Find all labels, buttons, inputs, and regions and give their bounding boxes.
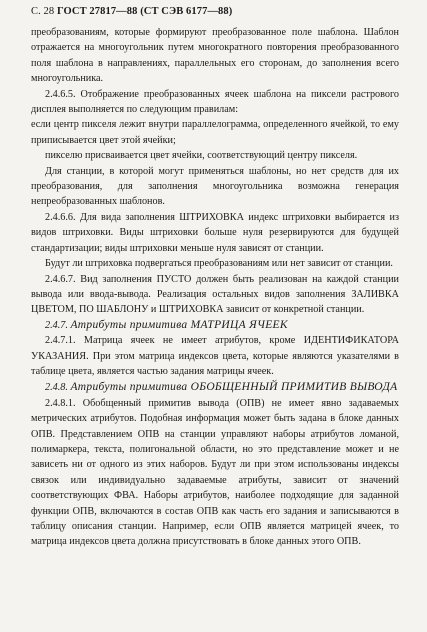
paragraph: преобразованиям, которые формируют преобразованное поле шаблона. Шаблон отражается на многоугольник путем многократного повторения преобразованного поля шаблона в направлениях, параллельных его сторонам, до заполнения всего многоугольника. [31, 27, 399, 85]
section-number: 2.4.8. [45, 382, 68, 394]
paragraph: Будут ли штриховка подвергаться преобразованиям или нет зависит от станции. [45, 258, 393, 270]
section-title: Атрибуты примитива МАТРИЦА ЯЧЕЕК [70, 318, 288, 331]
paragraph-2-4-7-1: 2.4.7.1. Матрица ячеек не имеет атрибутов, кроме ИДЕНТИФИКАТОРА УКАЗАНИЯ. При этом матрица индексов цвета, которые являются указателями в таблице цвета, является частью задания матрицы ячеек. [31, 335, 399, 377]
paragraph-2-4-6-6: 2.4.6.6. Для вида заполнения ШТРИХОВКА индекс штриховки выбирается из видов штриховки. Виды штриховки больше нуля резервируются для будущей стандартизации; виды штриховки меньше нуля зависят от станции. [31, 211, 399, 254]
paragraph-2-4-6-5: 2.4.6.5. Отображение преобразованных ячеек шаблона на пиксели растрового дисплея выполняется по следующим правилам: [31, 88, 399, 116]
standard-designation: ГОСТ 27817—88 (СТ СЭВ 6177—88) [57, 6, 233, 17]
section-title: Атрибуты примитива ОБОБЩЕННЫЙ ПРИМИТИВ ВЫВОДА [70, 381, 398, 394]
paragraph: пикселю присваивается цвет ячейки, соответствующий центру пикселя. [45, 150, 358, 162]
paragraph-2-4-8-1: 2.4.8.1. Обобщенный примитив вывода (ОПВ) не имеет явно задаваемых метрических атрибутов. Подобная информация может быть задана в блоке данных ОПВ. Представлением ОПВ на станции управляют наборы атрибутов ломаной, полимаркера, текста, полигональной области, но это представление может и не зависеть ни от одного из этих наборов. Будут ли при этом использованы индексы связок или индивидуально задаваемые атрибуты, зависит от значений соответствующих ФВА. Наборы атрибутов, наиболее подходящие для заданной функции ОПВ, включаются в состав ОПВ как часть его задания и записываются в таблицу описания станции. Например, если ОПВ является матрицей ячеек, то матрица индексов цвета должна присутствовать в блоке данных этого ОПВ. [31, 397, 399, 548]
paragraph: Для станции, в которой могут применяться шаблоны, но нет средств для их преобразования, для заполнения многоугольника возможна генерация непреобразованных шаблонов. [31, 165, 399, 208]
paragraph-2-4-6-7: 2.4.6.7. Вид заполнения ПУСТО должен быть реализован на каждой станции вывода или ввода-вывода. Реализация остальных видов заполнения ЗАЛИВКА ЦВЕТОМ, ПО ШАБЛОНУ и ШТРИХОВКА зависит от конкретной станции. [31, 273, 399, 316]
section-number: 2.4.7. [45, 319, 68, 331]
page-header [31, 6, 232, 17]
document-body [31, 25, 399, 550]
paragraph: если центр пикселя лежит внутри параллелограмма, определенного ячейкой, то ему приписывается цвет этой ячейки; [31, 119, 399, 146]
page-number: С. 28 [31, 6, 55, 17]
section-heading-2-4-8 [31, 380, 399, 395]
section-heading-2-4-7 [31, 318, 399, 333]
